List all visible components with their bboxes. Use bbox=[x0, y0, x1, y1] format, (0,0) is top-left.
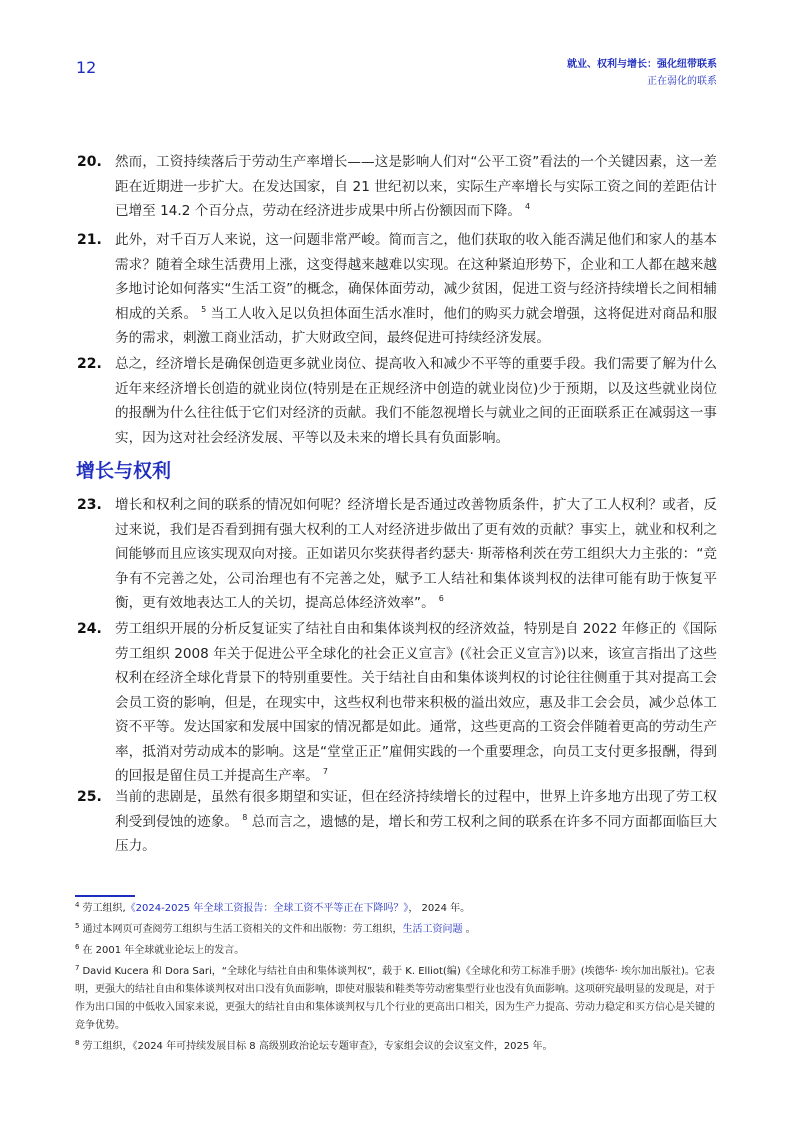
paragraph-text-continued: 总而言之，遗憾的是，增长和劳工权利之间的联系在许多不同方面都面临巨大压力。 bbox=[115, 813, 718, 854]
paragraph-number: 20. bbox=[77, 154, 102, 170]
footnote-text: 。 bbox=[462, 924, 476, 935]
footnote-text: 劳工组织，《2024 年可持续发展目标 8 高级别政治论坛专题审查》，专家组会议的会议室文件，2025 年。 bbox=[82, 1041, 553, 1052]
page-number: 12 bbox=[76, 58, 97, 77]
paragraph-number: 24. bbox=[77, 621, 102, 637]
paragraph-23 bbox=[77, 493, 717, 616]
footnote-ref[interactable]: 5 bbox=[201, 304, 207, 314]
footnote-text: 在 2001 年全球就业论坛上的发言。 bbox=[82, 945, 245, 956]
footnote-text: David Kucera 和 Dora Sari，“全球化与结社自由和集体谈判权”，载于 K. Elliot(编)《全球化和劳工标准手册》(埃德华· 埃尔加出版社)。它表明，更强大的结社自由和集体谈判权对出口没有负面影响，即使对服装和鞋类等劳动密集型行业也没有负面影响。这项研究最明显的发现是，对于作为出口国的中低收入国家来说，更强大的结社自由和集体谈判权与几个行业的更高出口相关，因为生产力提高、劳动力稳定和买方信心是关键的竞争优势。 bbox=[75, 966, 715, 1031]
paragraph-text: 当前的悲剧是，虽然有很多期望和实证，但在经济持续增长的过程中，世界上许多地方出现了劳工权利受到侵蚀的迹象。 bbox=[115, 789, 717, 830]
footnote-text: ， 2024 年。 bbox=[408, 903, 471, 914]
footnote-ref[interactable]: 6 bbox=[438, 594, 444, 604]
footnote-ref[interactable]: 7 bbox=[322, 767, 328, 777]
footnote-text: 劳工组织, bbox=[82, 903, 126, 914]
footnote-8 bbox=[75, 1038, 720, 1056]
document-title: 就业、权利与增长：强化纽带联系 bbox=[567, 59, 717, 70]
footnote-number: 5 bbox=[75, 921, 80, 930]
paragraph-number: 23. bbox=[77, 497, 102, 513]
paragraph-text: 此外，对千百万人来说，这一问题非常严峻。简而言之，他们获取的收入能否满足他们和家人的基本需求？随着全球生活费用上涨，这变得越来越难以实现。在这种紧迫形势下，企业和工人都在越来越多地讨论如何落实“生活工资”的概念，确保体面劳动，减少贫困，促进工资与经济持续增长之间相辅相成的关系。 bbox=[115, 232, 717, 322]
report-link[interactable]: 《2024-2025 年全球工资报告：全球工资不平等正在下降吗？》 bbox=[125, 903, 409, 914]
footnote-ref[interactable]: 4 bbox=[524, 202, 531, 212]
paragraph-text: 劳工组织开展的分析反复证实了结社自由和集体谈判权的经济效益，特别是自 2022 年修正的《国际劳工组织 2008 年关于促进公平全球化的社会正义宣言》(《社会正义宣言》)以来，该宣言指出了这些权利在经济全球化背景下的特别重要性。关于结社自由和集体谈判权的讨论往往侧重于其对提高工会会员工资的影响，但是，在现实中，这些权利也带来积极的溢出效应，惠及非工会会员，减少总体工资不平等。发达国家和发展中国家的情况都是如此。通常，这些更高的工资会伴随着更高的劳动生产率，抵消对劳动成本的影响。这是“堂堂正正”雇佣实践的一个重要理念，向员工支付更多报酬，得到的回报是留住员工并提高生产率。 bbox=[115, 621, 717, 784]
footnotes bbox=[75, 900, 720, 1059]
running-header bbox=[567, 58, 717, 92]
footnote-ref[interactable]: 8 bbox=[242, 812, 248, 822]
paragraph-number: 25. bbox=[77, 789, 102, 805]
paragraph-text: 增长和权利之间的联系的情况如何呢？经济增长是否通过改善物质条件，扩大了工人权利？或者，反过来说，我们是否看到拥有强大权利的工人对经济进步做出了更有效的贡献？事实上，就业和权利之间能够而且应该实现双向对接。正如诺贝尔奖获得者约瑟夫· 斯蒂格利茨在劳工组织大力主张的：“竞争有不完善之处，公司治理也有不完善之处，赋予工人结社和集体谈判权的法律可能有助于恢复平衡，更有效地表达工人的关切，提高总体经济效率”。 bbox=[115, 497, 717, 611]
paragraph-25 bbox=[77, 785, 717, 859]
paragraph-24 bbox=[77, 617, 717, 789]
paragraph-text: 然而，工资持续落后于劳动生产率增长——这是影响人们对“公平工资”看法的一个关键因素，这一差距在近期进一步扩大。在发达国家，自 21 世纪初以来，实际生产率增长与实际工资之间的差距估计已增至 14.2 个百分点，劳动在经济进步成果中所占份额因而下降。 bbox=[115, 154, 717, 219]
footnote-number: 7 bbox=[75, 963, 80, 972]
paragraph-text: 总之，经济增长是确保创造更多就业岗位、提高收入和减少不平等的重要手段。我们需要了解为什么近年来经济增长创造的就业岗位(特别是在正规经济中创造的就业岗位)少于预期，以及这些就业岗位的报酬为什么往往低于它们对经济的贡献。我们不能忽视增长与就业之间的正面联系正在减弱这一事实，因为这对社会经济发展、平等以及未来的增长具有负面影响。 bbox=[115, 356, 717, 446]
living-wage-link[interactable]: 生活工资问题 bbox=[402, 924, 463, 935]
paragraph-21 bbox=[77, 228, 717, 351]
footnote-4 bbox=[75, 900, 720, 918]
footnote-number: 6 bbox=[75, 942, 80, 951]
footnote-number: 8 bbox=[75, 1038, 80, 1047]
footnote-7 bbox=[75, 963, 720, 1035]
paragraph-20 bbox=[77, 150, 717, 224]
footnote-number: 4 bbox=[75, 900, 80, 909]
paragraph-text-continued: 当工人收入足以负担体面生活水准时，他们的购买力就会增强，这将促进对商品和服务的需求，刺激工商业活动，扩大财政空间，最终促进可持续经济发展。 bbox=[115, 305, 718, 346]
footnote-6 bbox=[75, 942, 720, 960]
paragraph-number: 22. bbox=[77, 356, 102, 372]
section-heading: 增长与权利 bbox=[76, 460, 172, 482]
paragraph-number: 21. bbox=[77, 232, 102, 248]
footnote-divider bbox=[75, 895, 135, 897]
footnote-text: 通过本网页可查阅劳工组织与生活工资相关的文件和出版物：劳工组织， bbox=[82, 924, 403, 935]
section-subtitle: 正在弱化的联系 bbox=[647, 76, 717, 87]
footnote-5 bbox=[75, 921, 720, 939]
paragraph-22 bbox=[77, 352, 717, 450]
